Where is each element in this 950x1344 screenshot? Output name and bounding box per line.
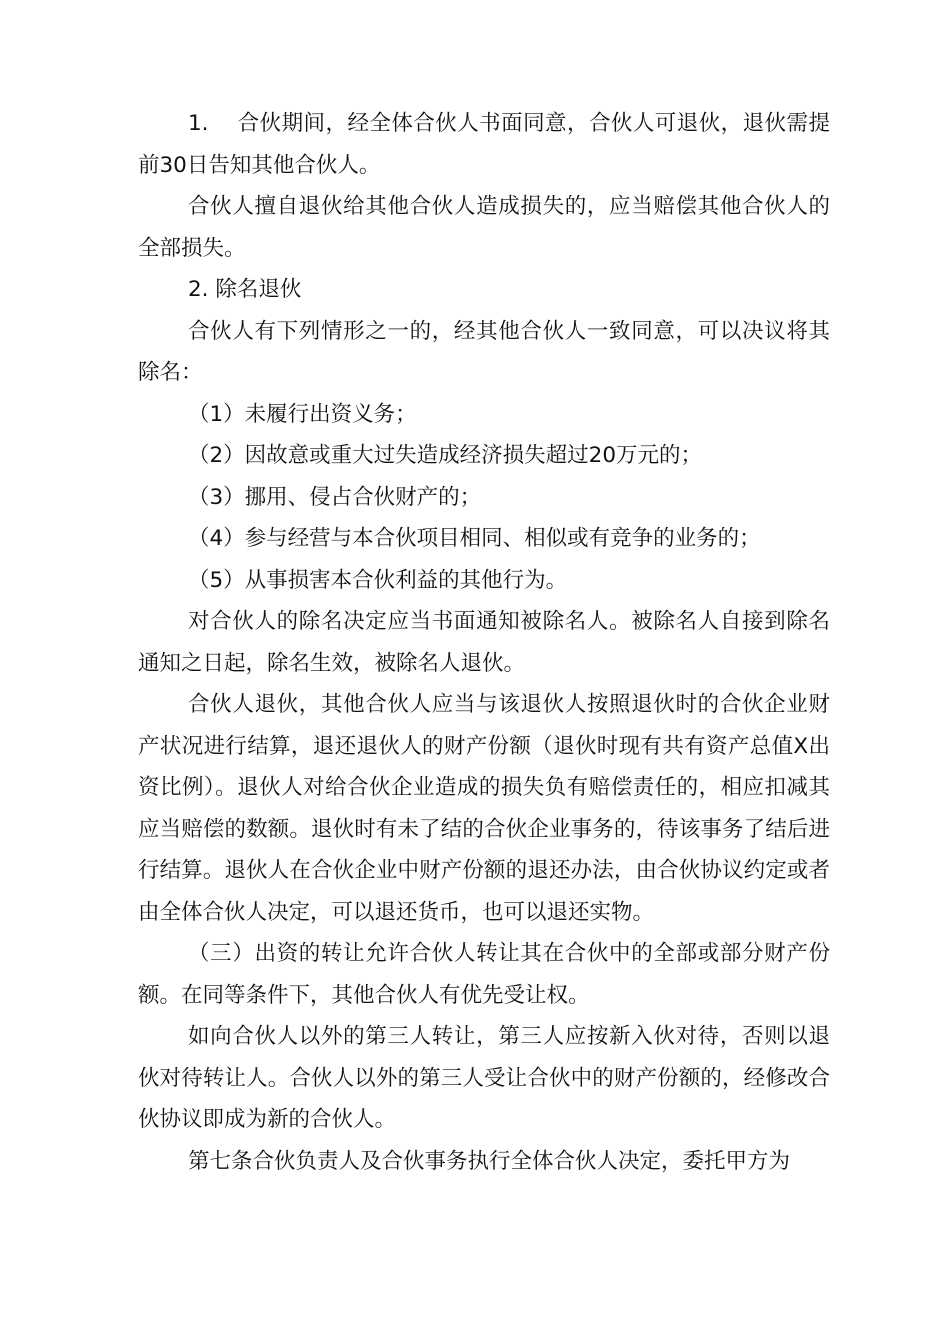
paragraph-withdrawal-consent: 1. 合伙期间，经全体合伙人书面同意，合伙人可退伙，退伙需提前30日告知其他合伙人。: [138, 111, 830, 178]
paragraph-expulsion-notice: 对合伙人的除名决定应当书面通知被除名人。被除名人自接到除名通知之日起，除名生效，被除名人退伙。: [138, 609, 830, 676]
paragraph-third-party-transfer: 如向合伙人以外的第三人转让，第三人应按新入伙对待，否则以退伙对待转让人。合伙人以外的第三人受让合伙中的财产份额的，经修改合伙协议即成为新的合伙人。: [138, 1024, 830, 1132]
list-item-5: （5）从事损害本合伙利益的其他行为。: [188, 567, 568, 593]
list-item-2: （2）因故意或重大过失造成经济损失超过20万元的；: [188, 443, 703, 468]
paragraph-unauthorized-withdrawal: 合伙人擅自退伙给其他合伙人造成损失的，应当赔偿其他合伙人的全部损失。: [138, 194, 830, 261]
list-item-4: （4）参与经营与本合伙项目相同、相似或有竞争的业务的；: [188, 526, 761, 551]
paragraph-transfer: （三）出资的转让允许合伙人转让其在合伙中的全部或部分财产份额。在同等条件下，其他合伙人有优先受让权。: [138, 941, 830, 1008]
paragraph-article-seven: 第七条合伙负责人及合伙事务执行全体合伙人决定，委托甲方为: [188, 1148, 791, 1174]
document-body: [138, 103, 830, 1182]
heading-expulsion: 2. 除名退伙: [188, 277, 302, 302]
list-item-1: （1）未履行出资义务；: [188, 401, 417, 427]
paragraph-settlement: 合伙人退伙，其他合伙人应当与该退伙人按照退伙时的合伙企业财产状况进行结算，退还退伙人的财产份额（退伙时现有共有资产总值X出资比例）。退伙人对给合伙企业造成的损失负有赔偿责任的，相应扣减其应当赔偿的数额。退伙时有未了结的合伙企业事务的，待该事务了结后进行结算。退伙人在合伙企业中财产份额的退还办法，由合伙协议约定或者由全体合伙人决定，可以退还货币，也可以退还实物。: [138, 692, 830, 925]
paragraph-expulsion-conditions: 合伙人有下列情形之一的，经其他合伙人一致同意，可以决议将其除名：: [138, 318, 830, 385]
list-item-3: （3）挪用、侵占合伙财产的；: [188, 484, 482, 510]
